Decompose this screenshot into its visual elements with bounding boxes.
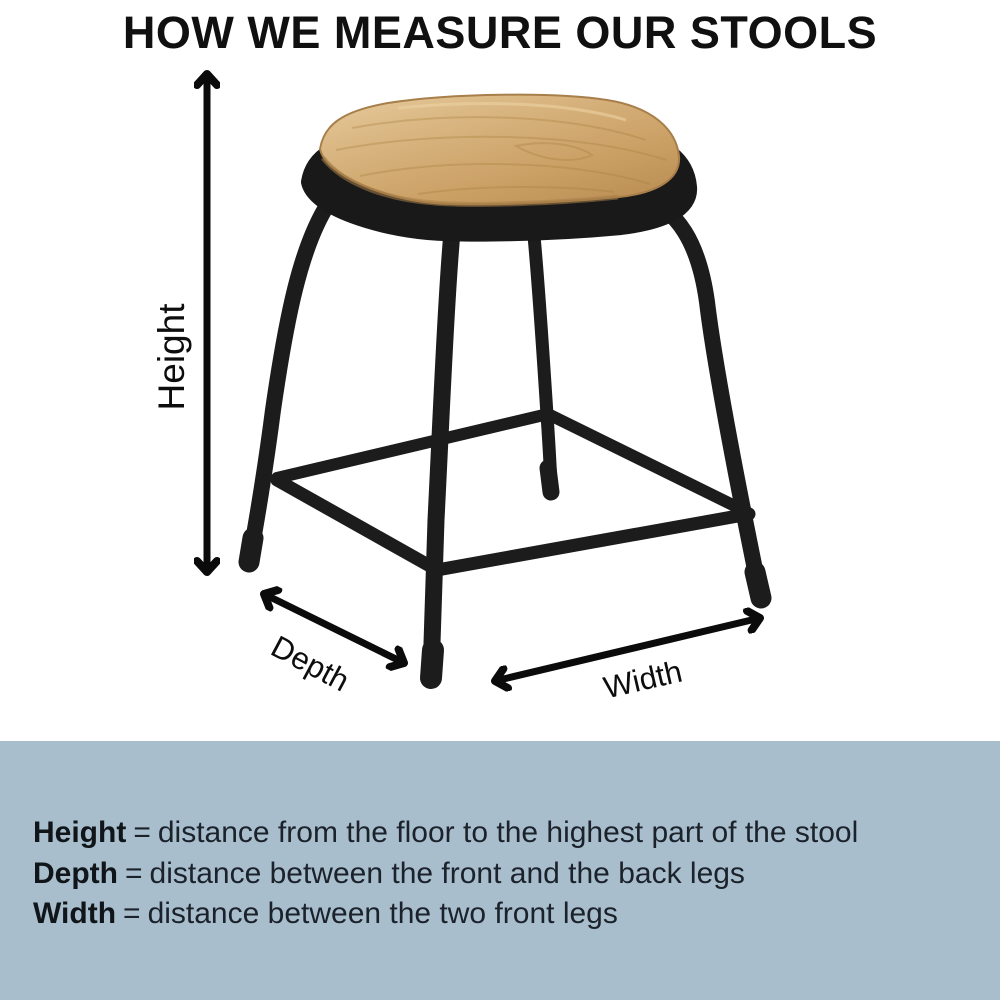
stool-left-leg-foot [249,538,253,562]
definition-row-width [33,894,980,935]
stool-stretcher-front-left [277,480,437,570]
stool-front-leg [431,232,452,674]
definition-text: distance between the two front legs [147,897,618,930]
stool-back-leg-foot [548,468,551,492]
equals-sign: = [133,816,151,849]
legend-definitions [33,813,980,935]
definition-row-height [33,813,980,854]
definition-term: Height [33,816,127,849]
legend-panel [0,741,1000,1000]
definition-text: distance from the floor to the highest part of the stool [157,816,859,849]
stool-wooden-seat [320,95,679,205]
height-label: Height [151,303,192,411]
definition-row-depth [33,854,980,895]
stool-back-leg [532,216,551,490]
stool-stretcher-front-right [437,514,749,570]
stool-front-leg-foot [431,650,433,678]
stool-illustration [249,95,761,678]
stool-stretcher-back-right [548,414,747,512]
definition-term: Depth [33,856,118,890]
equals-sign: = [123,897,141,930]
page-title: HOW WE MEASURE OUR STOOLS [122,7,878,58]
definition-text: distance between the front and the back legs [149,856,745,890]
width-label: Width [600,653,686,706]
equals-sign: = [125,856,143,890]
stool-stretcher-back-left [277,414,548,478]
stool-right-leg-foot [755,572,761,598]
definition-term: Width [33,897,117,930]
depth-label: Depth [265,628,355,699]
